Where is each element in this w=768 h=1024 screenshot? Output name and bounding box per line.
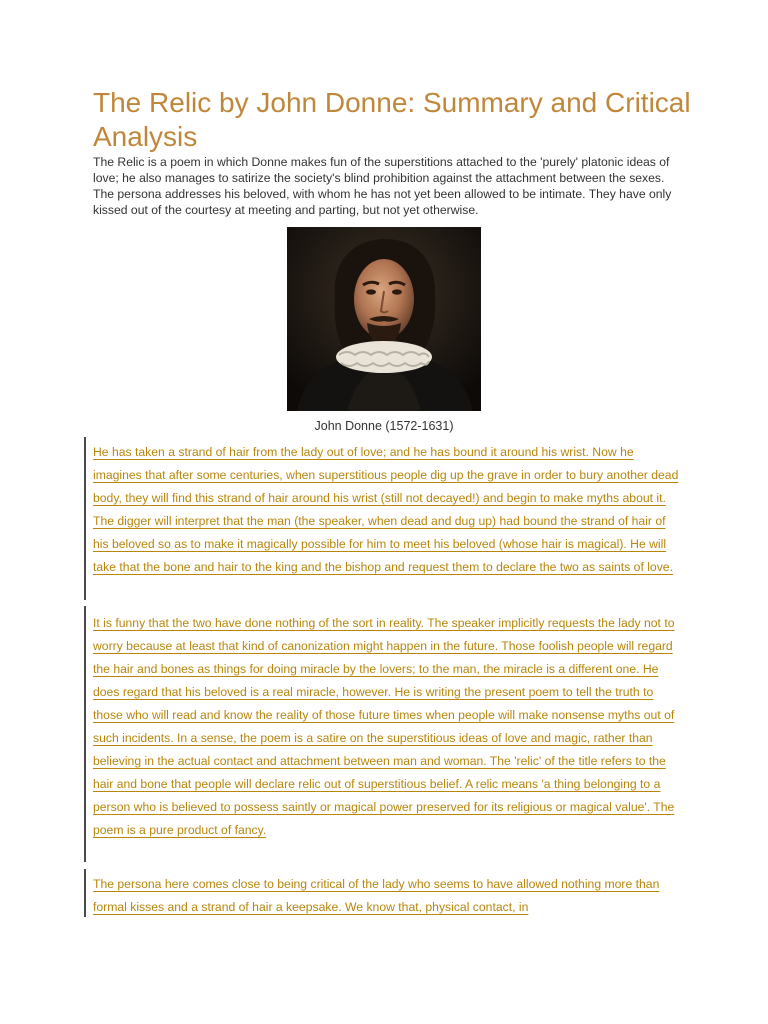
quote-bar	[84, 437, 86, 600]
linked-paragraph[interactable]: It is funny that the two have done nothing of the sort in reality. The speaker implicitly requests the lady not to worry because at least that kind of canonization might happen in the future. Those foolish people will regard the hair and bones as things for doing miracle by the lovers; to the man, the miracle is a different one. He does regard that his beloved is a real miracle, however. He is writing the present poem to tell the truth to those who will read and know the reality of those future times when people will make nonsense myths out of such incidents. In a sense, the poem is a satire on the superstitious ideas of love and magic, rather than believing in the actual contact and attachment between man and woman. The 'relic' of the title refers to the hair and bone that people will declare relic out of superstitious belief. A relic means 'a thing belonging to a person who is believed to possess saintly or magical power preserved for its religious or magical value'. The poem is a pure product of fancy.	[93, 616, 675, 837]
portrait-image	[287, 227, 481, 411]
intro-paragraph: The Relic is a poem in which Donne makes fun of the superstitions attached to the 'purely' platonic ideas of love; he also manages to satirize the society's blind prohibition against the attachment between the sexes. The persona addresses his beloved, with whom he has not yet been allowed to be intimate. They have only kissed out of the courtesy at meeting and parting, but not yet otherwise.	[93, 155, 672, 217]
quote-bar	[84, 606, 86, 862]
quote-bar	[84, 869, 86, 917]
linked-paragraph[interactable]: He has taken a strand of hair from the lady out of love; and he has bound it around his wrist. Now he imagines that after some centuries, when superstitious people dig up the grave in order to bury another dead body, they will find this strand of hair around his wrist (still not decayed!) and begin to make myths about it. The digger will interpret that the man (the speaker, when dead and dug up) had bound the strand of hair of his beloved so as to make it magically possible for him to meet his beloved (whose hair is magical). He will take that the bone and hair to the king and the bishop and request them to declare the two as saints of love.	[93, 445, 679, 574]
linked-paragraph[interactable]: The persona here comes close to being critical of the lady who seems to have allowed nothing more than formal kisses and a strand of hair a keepsake. We know that, physical contact, in	[93, 877, 660, 914]
image-caption: John Donne (1572-1631)	[314, 419, 454, 433]
article-title: The Relic by John Donne: Summary and Critical Analysis	[93, 87, 691, 152]
